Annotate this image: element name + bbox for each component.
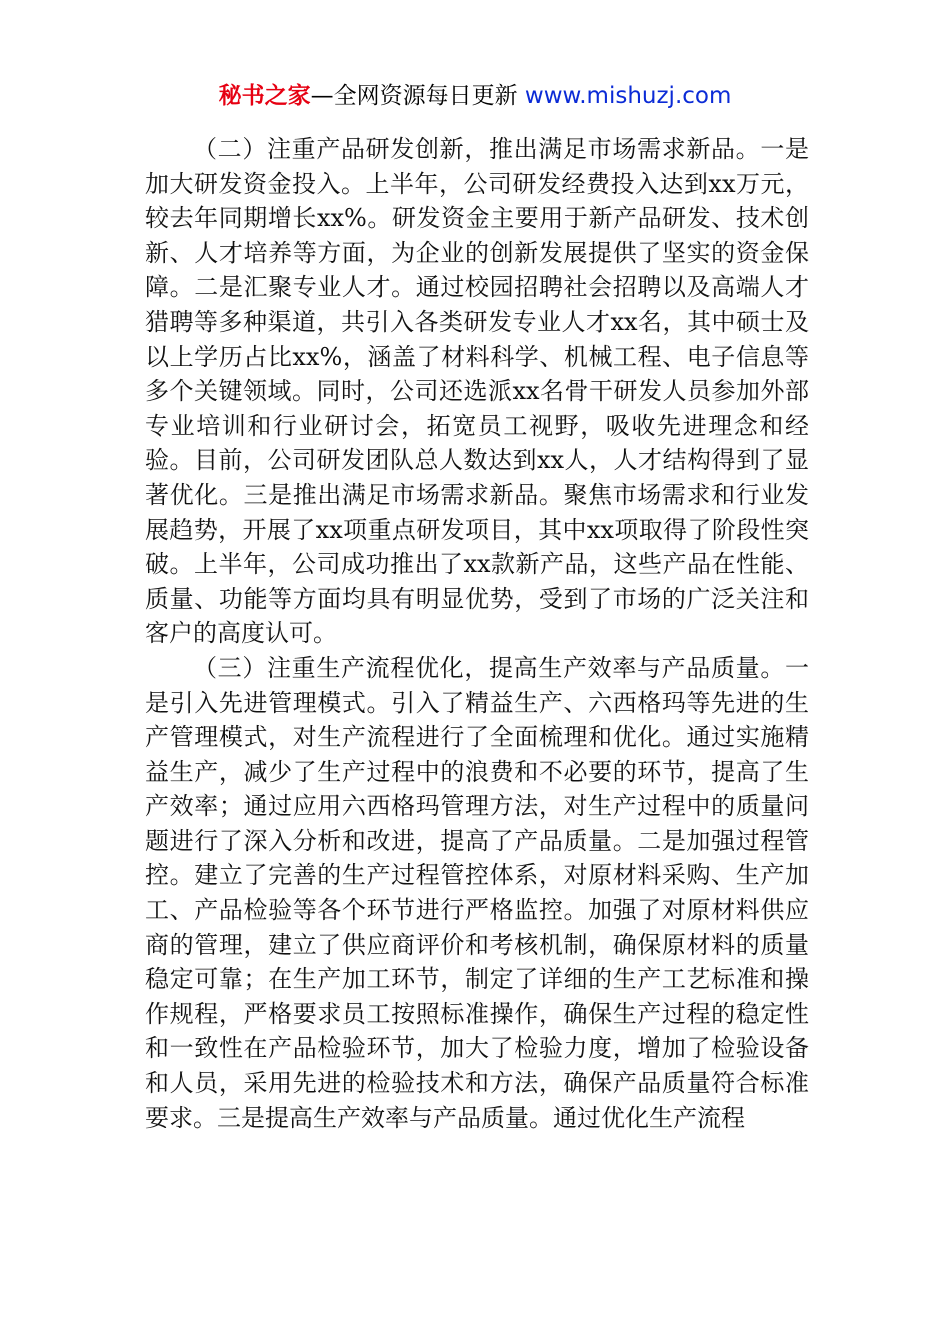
header-tagline: —全网资源每日更新 (310, 83, 518, 109)
site-header (0, 80, 950, 112)
document-body (145, 132, 809, 1135)
brand-name: 秘书之家 (218, 83, 311, 109)
paragraph-production-optimization: （三）注重生产流程优化，提高生产效率与产品质量。一是引入先进管理模式。引入了精益生产、六西格玛等先进的生产管理模式，对生产流程进行了全面梳理和优化。通过实施精益生产，减少了生产过程中的浪费和不必要的环节，提高了生产效率；通过应用六西格玛管理方法，对生产过程中的质量问题进行了深入分析和改进，提高了产品质量。二是加强过程管控。建立了完善的生产过程管控体系，对原材料采购、生产加工、产品检验等各个环节进行严格监控。加强了对原材料供应商的管理，建立了供应商评价和考核机制，确保原材料的质量稳定可靠；在生产加工环节，制定了详细的生产工艺标准和操作规程，严格要求员工按照标准操作，确保生产过程的稳定性和一致性在产品检验环节，加大了检验力度，增加了检验设备和人员，采用先进的检验技术和方法，确保产品质量符合标准要求。三是提高生产效率与产品质量。通过优化生产流程 (145, 653, 809, 1132)
paragraph-product-rd: （二）注重产品研发创新，推出满足市场需求新品。一是加大研发资金投入。上半年，公司研发经费投入达到xx万元，较去年同期增长xx%。研发资金主要用于新产品研发、技术创新、人才培养等方面，为企业的创新发展提供了坚实的资金保障。二是汇聚专业人才。通过校园招聘社会招聘以及高端人才猎聘等多种渠道，共引入各类研发专业人才xx名，其中硕士及以上学历占比xx%，涵盖了材料科学、机械工程、电子信息等多个关键领域。同时，公司还选派xx名骨干研发人员参加外部专业培训和行业研讨会，拓宽员工视野，吸收先进理念和经验。目前，公司研发团队总人数达到xx人，人才结构得到了显著优化。三是推出满足市场需求新品。聚焦市场需求和行业发展趋势，开展了xx项重点研发项目，其中xx项取得了阶段性突破。上半年，公司成功推出了xx款新产品，这些产品在性能、质量、功能等方面均具有明显优势，受到了市场的广泛关注和客户的高度认可。 (145, 135, 809, 648)
site-url-link[interactable]: www.mishuzj.com (524, 83, 732, 109)
